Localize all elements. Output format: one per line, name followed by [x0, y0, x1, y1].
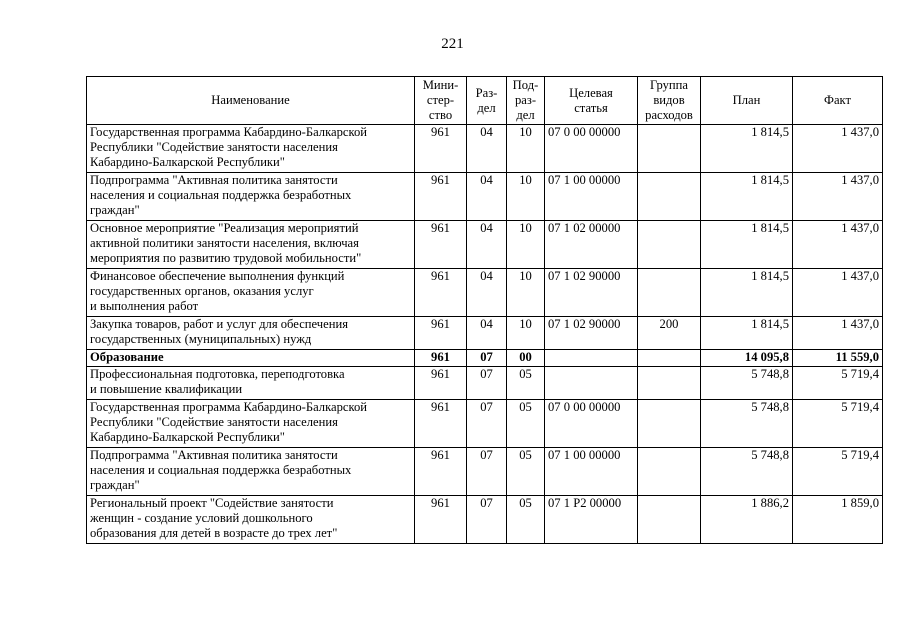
- row-ministry: 961: [415, 350, 467, 367]
- row-group: [638, 221, 701, 269]
- header-section: [467, 77, 507, 125]
- row-section: 04: [467, 269, 507, 317]
- row-section: 07: [467, 496, 507, 544]
- row-name-line: Республики "Содействие занятости населения: [90, 140, 338, 154]
- table-row: [87, 269, 883, 317]
- row-name: [87, 496, 415, 544]
- header-line: Мини-: [422, 78, 459, 92]
- budget-table: [86, 76, 883, 544]
- row-plan: 1 814,5: [701, 125, 793, 173]
- header-plan: План: [701, 77, 793, 125]
- header-line: раз-: [514, 93, 537, 107]
- row-ministry: 961: [415, 173, 467, 221]
- row-target: [545, 350, 638, 367]
- row-ministry: 961: [415, 367, 467, 400]
- row-name: [87, 125, 415, 173]
- row-name: [87, 400, 415, 448]
- row-fact: 5 719,4: [793, 400, 883, 448]
- header-group: [638, 77, 701, 125]
- table-row: [87, 221, 883, 269]
- row-fact: 1 859,0: [793, 496, 883, 544]
- row-section: 04: [467, 221, 507, 269]
- row-subsection: 10: [507, 125, 545, 173]
- table-row: [87, 173, 883, 221]
- row-subsection: 10: [507, 173, 545, 221]
- row-group: [638, 400, 701, 448]
- row-group: [638, 448, 701, 496]
- row-ministry: 961: [415, 496, 467, 544]
- row-target: 07 1 00 00000: [545, 173, 638, 221]
- row-name: [87, 173, 415, 221]
- row-name: [87, 367, 415, 400]
- row-ministry: 961: [415, 221, 467, 269]
- row-section: 07: [467, 350, 507, 367]
- header-line: дел: [516, 108, 535, 122]
- header-subsection: [507, 77, 545, 125]
- header-line: стер-: [426, 93, 455, 107]
- row-name-line: Подпрограмма "Активная политика занятости: [90, 448, 338, 462]
- header-target: [545, 77, 638, 125]
- header-line: дел: [477, 100, 496, 115]
- row-name-line: Образование: [90, 350, 164, 364]
- row-name-line: Государственная программа Кабардино-Балкарской: [90, 400, 368, 414]
- header-line: ство: [428, 108, 453, 122]
- row-ministry: 961: [415, 448, 467, 496]
- row-ministry: 961: [415, 317, 467, 350]
- row-section: 04: [467, 125, 507, 173]
- row-name: [87, 269, 415, 317]
- row-fact: 5 719,4: [793, 367, 883, 400]
- row-name-line: граждан": [90, 478, 140, 492]
- table-row: [87, 448, 883, 496]
- row-group: [638, 496, 701, 544]
- row-subsection: 10: [507, 269, 545, 317]
- table-body: [87, 125, 883, 544]
- row-name-line: Кабардино-Балкарской Республики": [90, 430, 285, 444]
- row-ministry: 961: [415, 269, 467, 317]
- row-name-line: образования для детей в возрасте до трех лет": [90, 526, 338, 540]
- row-name-line: населения и социальная поддержка безработных: [90, 188, 352, 202]
- row-name-line: мероприятия по развитию трудовой мобильности": [90, 251, 362, 265]
- header-line: видов: [653, 93, 685, 107]
- row-plan: 5 748,8: [701, 367, 793, 400]
- row-name-line: Региональный проект "Содействие занятости: [90, 496, 334, 510]
- row-name-line: Профессиональная подготовка, переподготовка: [90, 367, 345, 381]
- row-name-line: Республики "Содействие занятости населения: [90, 415, 338, 429]
- row-plan: 1 886,2: [701, 496, 793, 544]
- row-name-line: активной политики занятости населения, включая: [90, 236, 359, 250]
- row-target: 07 1 02 90000: [545, 317, 638, 350]
- row-ministry: 961: [415, 125, 467, 173]
- row-target: 07 1 P2 00000: [545, 496, 638, 544]
- header-line: Раз-: [475, 85, 498, 100]
- row-section: 07: [467, 448, 507, 496]
- table-row: [87, 125, 883, 173]
- header-line: Группа: [650, 78, 688, 92]
- row-target: 07 1 02 90000: [545, 269, 638, 317]
- row-plan: 5 748,8: [701, 400, 793, 448]
- table-row: [87, 317, 883, 350]
- row-subsection: 00: [507, 350, 545, 367]
- row-fact: 1 437,0: [793, 269, 883, 317]
- row-target: [545, 367, 638, 400]
- row-name-line: и выполнения работ: [90, 299, 199, 313]
- row-target: 07 1 00 00000: [545, 448, 638, 496]
- row-group: [638, 367, 701, 400]
- row-group: [638, 125, 701, 173]
- row-name: [87, 448, 415, 496]
- header-ministry: [415, 77, 467, 125]
- header-line: статья: [574, 100, 608, 115]
- header-line: расходов: [645, 108, 693, 122]
- row-fact: 1 437,0: [793, 317, 883, 350]
- row-name-line: Финансовое обеспечение выполнения функций: [90, 269, 345, 283]
- table-row: [87, 350, 883, 367]
- row-name-line: Закупка товаров, работ и услуг для обеспечения: [90, 317, 349, 331]
- row-subsection: 05: [507, 448, 545, 496]
- row-name-line: государственных (муниципальных) нужд: [90, 332, 312, 346]
- row-group: [638, 173, 701, 221]
- row-name-line: Кабардино-Балкарской Республики": [90, 155, 285, 169]
- row-plan: 5 748,8: [701, 448, 793, 496]
- row-name-line: Подпрограмма "Активная политика занятости: [90, 173, 338, 187]
- row-subsection: 10: [507, 221, 545, 269]
- row-fact: 5 719,4: [793, 448, 883, 496]
- row-plan: 1 814,5: [701, 173, 793, 221]
- row-name-line: женщин - создание условий дошкольного: [90, 511, 313, 525]
- row-ministry: 961: [415, 400, 467, 448]
- table-row: [87, 400, 883, 448]
- row-group: 200: [638, 317, 701, 350]
- table-row: [87, 496, 883, 544]
- row-group: [638, 350, 701, 367]
- row-subsection: 05: [507, 400, 545, 448]
- row-name-line: Государственная программа Кабардино-Балкарской: [90, 125, 368, 139]
- row-name-line: населения и социальная поддержка безработных: [90, 463, 352, 477]
- row-plan: 14 095,8: [701, 350, 793, 367]
- row-plan: 1 814,5: [701, 317, 793, 350]
- row-subsection: 05: [507, 496, 545, 544]
- header-line: Под-: [512, 78, 539, 92]
- row-name: [87, 317, 415, 350]
- row-plan: 1 814,5: [701, 269, 793, 317]
- header-line: Целевая: [569, 85, 613, 100]
- row-section: 04: [467, 317, 507, 350]
- row-fact: 1 437,0: [793, 125, 883, 173]
- row-subsection: 10: [507, 317, 545, 350]
- row-plan: 1 814,5: [701, 221, 793, 269]
- row-name-line: государственных органов, оказания услуг: [90, 284, 314, 298]
- row-name: [87, 221, 415, 269]
- header-name: Наименование: [87, 77, 415, 125]
- row-name-line: граждан": [90, 203, 140, 217]
- row-fact: 1 437,0: [793, 173, 883, 221]
- row-fact: 1 437,0: [793, 221, 883, 269]
- table-header-row: [87, 77, 883, 125]
- header-fact: Факт: [793, 77, 883, 125]
- row-target: 07 1 02 00000: [545, 221, 638, 269]
- row-section: 04: [467, 173, 507, 221]
- row-section: 07: [467, 367, 507, 400]
- row-fact: 11 559,0: [793, 350, 883, 367]
- row-group: [638, 269, 701, 317]
- row-target: 07 0 00 00000: [545, 400, 638, 448]
- table-row: [87, 367, 883, 400]
- row-name-line: Основное мероприятие "Реализация мероприятий: [90, 221, 359, 235]
- page-number: 221: [441, 36, 464, 52]
- row-name: [87, 350, 415, 367]
- row-section: 07: [467, 400, 507, 448]
- row-name-line: и повышение квалификации: [90, 382, 243, 396]
- row-target: 07 0 00 00000: [545, 125, 638, 173]
- row-subsection: 05: [507, 367, 545, 400]
